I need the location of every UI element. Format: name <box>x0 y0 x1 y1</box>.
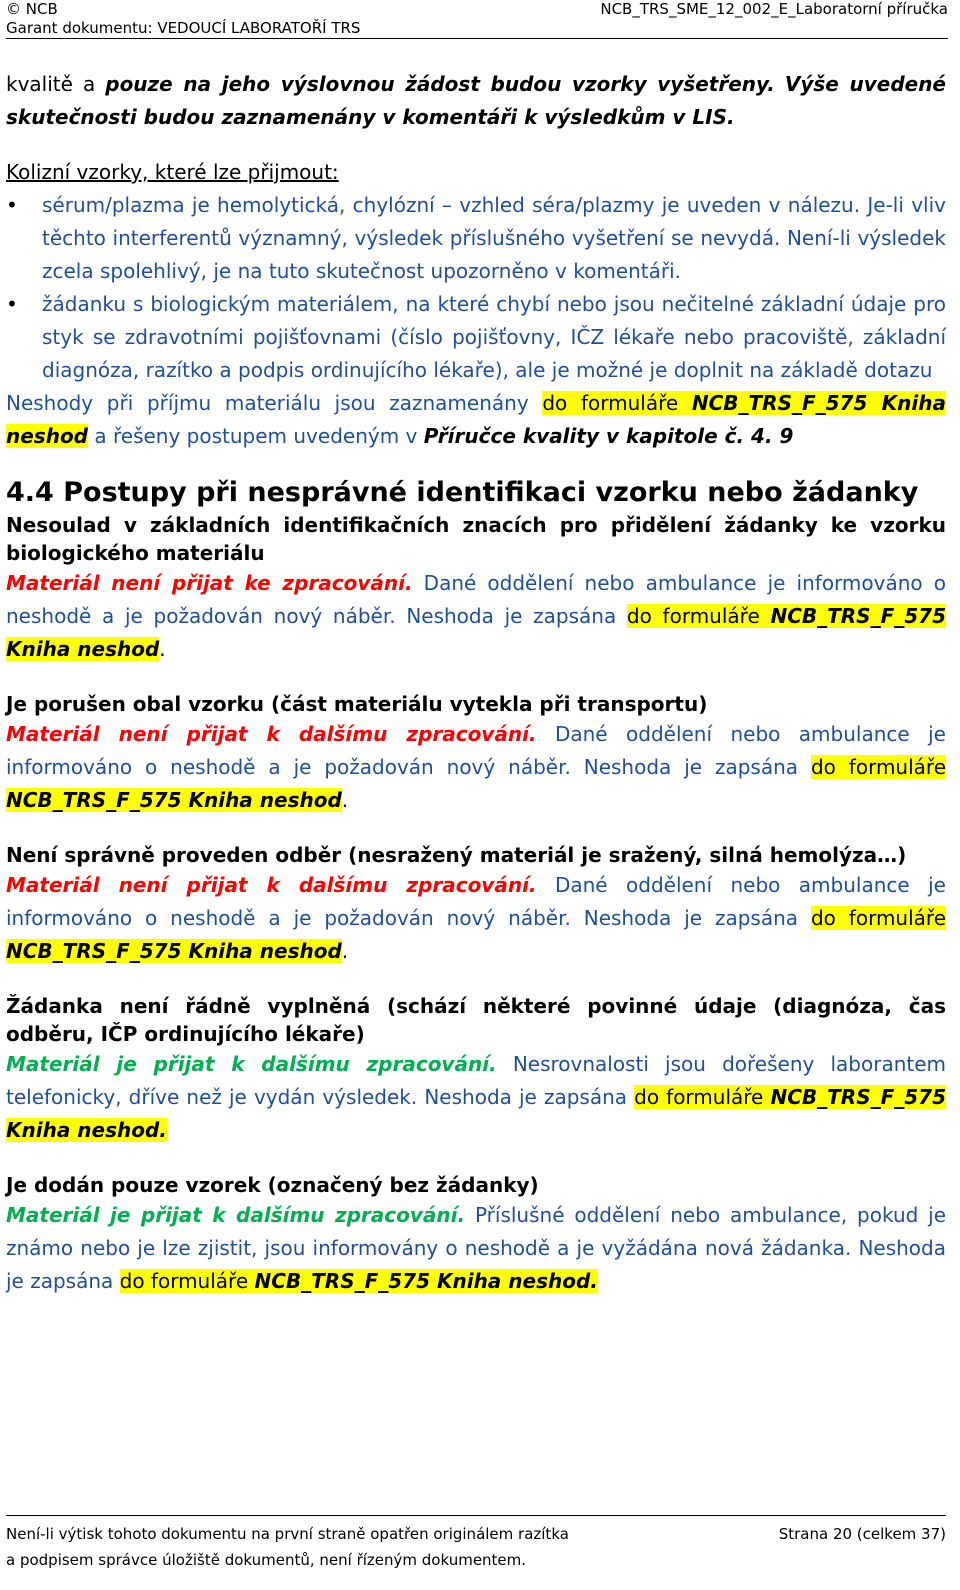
block-end: . <box>341 939 349 963</box>
form-name: NCB_TRS_F_575 Kniha neshod <box>6 391 946 448</box>
block-text: Nesrovnalosti jsou dořešeny laborantem telefonicky, dříve než je vydán výsledek. Neshoda je zapsána <box>6 1052 947 1109</box>
form-name: NCB_TRS_F_575 Kniha neshod. <box>6 1085 947 1142</box>
spacer <box>6 817 946 841</box>
document-id: NCB_TRS_SME_12_002_E_Laboratorní příručka <box>600 0 948 18</box>
block-title: Je dodán pouze vzorek (označený bez žádanky) <box>6 1173 539 1197</box>
form-prefix: do formuláře <box>810 755 947 779</box>
form-name: NCB_TRS_F_575 Kniha neshod <box>6 788 342 812</box>
spacer <box>6 1147 946 1171</box>
block-paragraph <box>6 1199 946 1298</box>
footer-disclaimer-2: a podpisem správce úložiště dokumentů, není řízeným dokumentem. <box>6 1551 527 1569</box>
block-paragraph <box>6 869 946 968</box>
block-text: Dané oddělení nebo ambulance je informováno o neshodě a je požadován nový náběr. Neshoda je zapsána <box>6 722 946 779</box>
page-number: Strana 20 (celkem 37) <box>778 1525 946 1543</box>
list-item-text: žádanku s biologickým materiálem, na které chybí nebo jsou nečitelné základní údaje pro styk se zdravotními pojišťovnami (číslo pojišťovny, IČZ lékaře nebo pracoviště, základní diagnóza, razítko a podpis ordinujícího lékaře), ale je možné je doplnit na základě dotazu <box>42 292 946 382</box>
footer-disclaimer-1: Není-li výtisk tohoto dokumentu na první straně opatřen originálem razítka <box>6 1525 569 1543</box>
block-title: Není správně proveden odběr (nesražený materiál je sražený, silná hemolýza…) <box>6 843 907 867</box>
status-text: Materiál je přijat k dalšímu zpracování. <box>6 1052 497 1076</box>
neshody-text-2: a řešeny postupem uvedeným v <box>88 424 424 448</box>
collision-list <box>6 189 946 387</box>
bullet-icon: • <box>6 292 18 316</box>
block-title: Nesoulad v základních identifikačních znacích pro přidělení žádanky ke vzorku biologického materiálu <box>6 513 946 565</box>
form-name: NCB_TRS_F_575 Kniha neshod. <box>254 1269 598 1293</box>
block-paragraph <box>6 1048 946 1147</box>
status-text: Materiál není přijat k dalšímu zpracování. <box>6 722 537 746</box>
intro-paragraph <box>6 68 946 134</box>
page-header <box>6 0 948 39</box>
page-footer <box>6 1515 946 1573</box>
block-text: Dané oddělení nebo ambulance je informováno o neshodě a je požadován nový náběr. Neshoda je zapsána <box>6 873 946 930</box>
list-item-text: sérum/plazma je hemolytická, chylózní – vzhled séra/plazmy je uveden v nálezu. Je-li vliv těchto interferentů významný, výsledek příslušného vyšetření se nevydá. Není-li výsledek zcela spolehlivý, je na tuto skutečnost upozorněno v komentáři. <box>42 193 946 283</box>
neshody-paragraph <box>6 387 946 453</box>
intro-emphasis-2: Výše uvedené skutečnosti budou zaznamenány v komentáři k výsledkům v LIS. <box>6 72 946 129</box>
block-paragraph <box>6 567 946 666</box>
quality-manual-reference: Příručce kvality v kapitole č. 4. 9 <box>423 424 794 448</box>
block-text: Dané oddělení nebo ambulance je informováno o neshodě a je požadován nový náběr. Neshoda je zapsána <box>6 571 946 628</box>
block-title: Je porušen obal vzorku (část materiálu vytekla při transportu) <box>6 692 708 716</box>
form-prefix: do formuláře <box>810 906 947 930</box>
nonconformity-blocks <box>6 511 946 1298</box>
status-text: Materiál není přijat k dalšímu zpracování. <box>6 873 537 897</box>
document-guarantor: Garant dokumentu: VEDOUCÍ LABORATOŘÍ TRS <box>6 19 361 37</box>
copyright: © NCB <box>6 0 58 18</box>
form-prefix: do formuláře <box>634 1085 771 1109</box>
bullet-icon: • <box>6 193 18 217</box>
form-prefix: do formuláře <box>542 391 692 415</box>
header-left <box>6 0 360 38</box>
block-title: Žádanka není řádně vyplněná (schází některé povinné údaje (diagnóza, čas odběru, IČP ordinujícího lékaře) <box>6 994 946 1046</box>
form-name: NCB_TRS_F_575 Kniha neshod <box>6 604 946 661</box>
list-item <box>6 288 946 387</box>
form-prefix: do formuláře <box>119 1269 255 1293</box>
list-item <box>6 189 946 288</box>
block-end: . <box>159 637 166 661</box>
block-text: Příslušné oddělení nebo ambulance, pokud je známo nebo je lze zjistit, jsou informovány o neshodě a je vyžádána nová žádanka. Neshoda je zapsána <box>6 1203 947 1293</box>
section-heading: 4.4 Postupy při nesprávné identifikaci vzorku nebo žádanky <box>6 477 919 508</box>
document-body <box>6 68 946 1298</box>
block-paragraph <box>6 718 946 817</box>
neshody-text: Neshody při příjmu materiálu jsou zaznamenány <box>6 391 543 415</box>
block-end: . <box>341 788 349 812</box>
status-text: Materiál není přijat ke zpracování. <box>6 571 413 595</box>
spacer <box>6 134 946 156</box>
spacer <box>6 968 946 992</box>
intro-space <box>775 72 785 96</box>
collision-title-text: Kolizní vzorky, které lze přijmout: <box>6 160 339 184</box>
intro-text: kvalitě a <box>6 72 106 96</box>
collision-title <box>6 156 946 189</box>
status-text: Materiál je přijat k dalšímu zpracování. <box>6 1203 466 1227</box>
form-name: NCB_TRS_F_575 Kniha neshod <box>6 939 342 963</box>
form-prefix: do formuláře <box>626 604 771 628</box>
spacer <box>6 453 946 475</box>
intro-emphasis: pouze na jeho výslovnou žádost budou vzorky vyšetřeny. <box>105 72 775 96</box>
spacer <box>6 666 946 690</box>
